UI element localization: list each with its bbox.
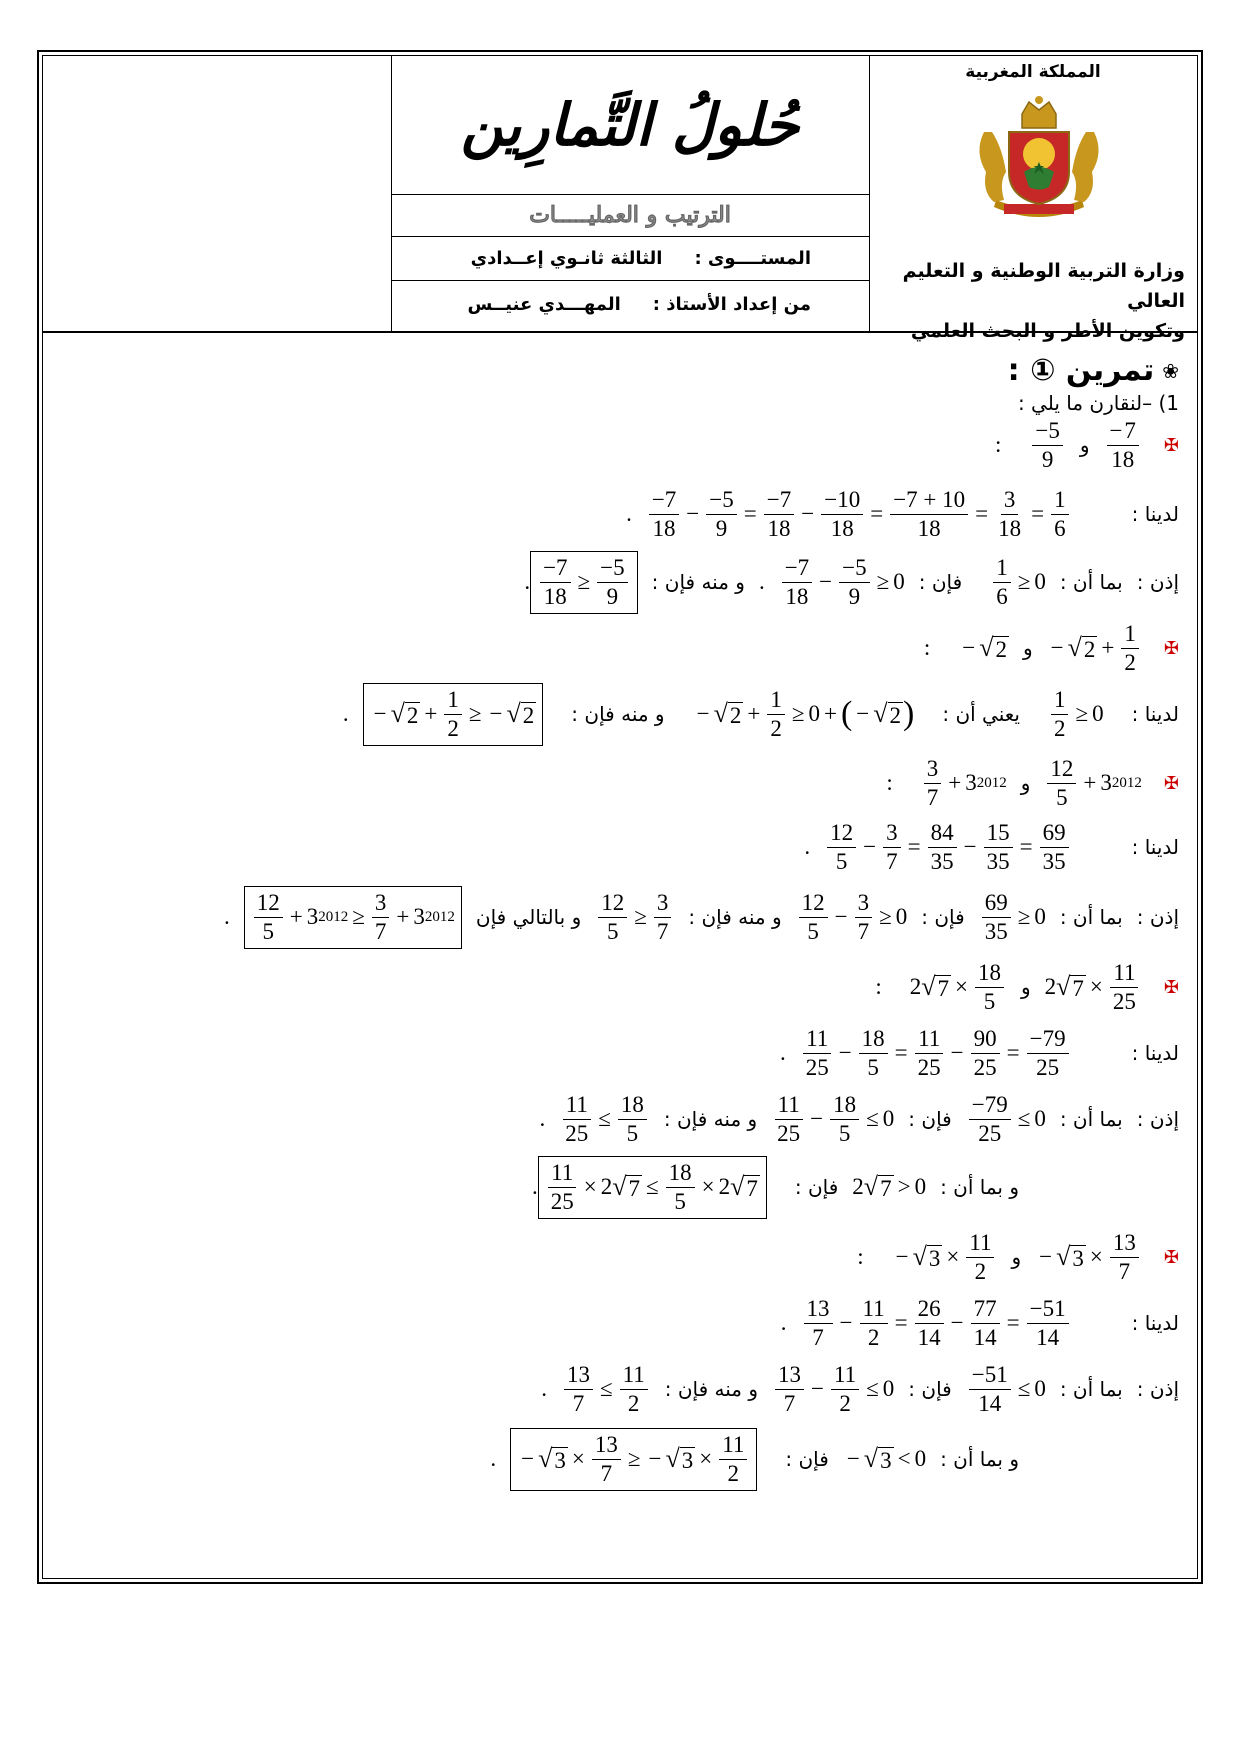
math-line: إذن : بما أن : $\frac{-51}{14}$ ≤ 0 فإن : $\frac{13}{7}$ − $\frac{11}{2}$ ≤ 0 و منه فإن : $\frac{13}{7}$ ≤ $\frac{11}{2}$ . <box>541 1361 1179 1416</box>
exercise-title: تمرين ① : <box>1007 353 1155 388</box>
word-and: و <box>1020 975 1031 999</box>
word-so: إذن : <box>1136 1107 1179 1131</box>
header <box>43 56 1197 342</box>
math-line: لدينا : $\frac{11}{25}$ − $\frac{18}{5}$ = $\frac{11}{25}$ − $\frac{90}{25}$ = $\frac{-79}{25}$ . <box>779 1025 1179 1080</box>
word-then: فإن : <box>918 570 963 594</box>
word-have: لدينا : <box>1131 835 1179 859</box>
word-have: لدينا : <box>1131 1041 1179 1065</box>
word-have: لدينا : <box>1131 702 1179 726</box>
word-then: فإن : <box>908 1107 952 1131</box>
result-box: $\frac{12}{5}$ + 3 2012 ≥ $\frac{3}{7}$ + 3 2012 <box>244 886 462 949</box>
kingdom-label: المملكة المغربية <box>965 62 1101 82</box>
word-so: إذن : <box>1136 1377 1179 1401</box>
star-icon: ✠ <box>1163 772 1179 794</box>
word-then: فإن : <box>794 1175 839 1199</box>
level-value: الثالثة ثانـوي إعــدادي <box>470 248 663 269</box>
word-so: إذن : <box>1136 570 1179 594</box>
word-and: و <box>1011 1245 1022 1269</box>
worksheet <box>37 50 1203 1584</box>
word-since: بما أن : <box>1059 905 1123 929</box>
word-since: بما أن : <box>1059 570 1123 594</box>
exercise-title-row <box>53 353 1179 388</box>
math-expr: $\frac{- 7}{18}$ <box>1104 417 1142 474</box>
comparison-item: ✠ 2 √ 7 × $\frac{11}{25}$ و 2 √ 7 × $\frac{18}{5}$ : <box>875 959 1179 1014</box>
author-value: المهـــدي عنيــس <box>467 293 621 315</box>
math-line: إذن : بما أن : $\frac{1}{6}$ ≥ 0 فإن : $\frac{-7}{18}$ − $\frac{-5}{9}$ ≥ 0 . و منه فإن : $\frac{-7}{18}$ ≥ $\frac{-5}{9}$ . <box>53 551 1179 613</box>
word-thus: و منه فإن : <box>663 1107 758 1131</box>
math-line: إذن : بما أن : $\frac{69}{35}$ ≥ 0 فإن : $\frac{12}{5}$ − $\frac{3}{7}$ ≥ 0 و منه فإن : $\frac{12}{5}$ ≥ $\frac{3}{7}$ و بالتالي فإن $\frac{12}{5}$ + 3 2012 ≥ $\frac{3}{7}$ + 3 2012 . <box>53 885 1179 949</box>
ministry-block <box>869 56 1197 342</box>
exercise-intro: 1) –لنقارن ما يلي : <box>1017 391 1179 415</box>
comparison-item: ✠ − √ 3 × $\frac{13}{7}$ و − √ 3 × $\frac{11}{2}$ : <box>857 1229 1179 1284</box>
word-and: و <box>1079 433 1090 457</box>
word-then: فإن : <box>785 1447 829 1471</box>
result-box: $\frac{11}{25}$ × 2 √ 7 ≤ $\frac{18}{5}$ × 2 √ 7 <box>538 1156 767 1219</box>
math-line: و بما أن : 2 √ 7 > 0 فإن : $\frac{11}{25}$ × 2 √ 7 ≤ $\frac{18}{5}$ × 2 √ 7 . <box>53 1155 1179 1219</box>
word-and-since: و بما أن : <box>940 1447 1019 1471</box>
flower-icon: ❀ <box>1162 358 1179 383</box>
star-icon: ✠ <box>1163 637 1179 659</box>
word-thus: و منه فإن : <box>664 1377 759 1401</box>
math-expr: $\frac{-5}{9}$ <box>1029 417 1065 474</box>
moroccan-emblem-icon <box>964 92 1114 227</box>
comparison-item: ✠ $\frac{12}{5}$ + 3 2012 و $\frac{3}{7}$ + 3 2012 : <box>886 755 1179 810</box>
word-so: إذن : <box>1136 905 1179 929</box>
word-consequently: و بالتالي فإن <box>475 905 582 929</box>
word-thus: و منه فإن : <box>571 702 665 726</box>
word-and: و <box>1020 771 1031 795</box>
word-and: و <box>1022 636 1033 660</box>
exercise-content <box>43 333 1197 1578</box>
result-box: $\frac{-7}{18}$ ≥ $\frac{-5}{9}$ <box>530 551 638 614</box>
math-line: لدينا : $\frac{13}{7}$ − $\frac{11}{2}$ = $\frac{26}{14}$ − $\frac{77}{14}$ = $\frac{-51}{14}$ . <box>780 1295 1179 1350</box>
word-have: لدينا : <box>1131 502 1179 526</box>
math-line: لدينا : $\frac{1}{2}$ ≥ 0 يعني أن : − √ 2 + $\frac{1}{2}$ ≥ 0 + ( − √ 2 ) و منه فإن : − √ 2 + $\frac{1}{2}$ ≥ − √ 2 . <box>53 683 1179 745</box>
math-line: لدينا : $\frac{-7}{18}$ − $\frac{-5}{9}$ = $\frac{-7}{18}$ − $\frac{-10}{18}$ = $\frac{-7 + 10}{18}$ = $\frac{3}{18}$ = $\frac{1}{6}$ . <box>626 486 1179 541</box>
doc-subject: الترتيب و العمليـــــات <box>391 194 869 237</box>
math-expr: $\frac{-7}{18}$ − $\frac{-5}{9}$ = $\frac{-7}{18}$ − $\frac{-10}{18}$ = $\frac{-7 + 10}{18}$ = $\frac{3}{18}$ = $\frac{1}{6}$ <box>646 486 1072 543</box>
word-thus: و منه فإن : <box>651 570 745 594</box>
result-box: − √ 3 × $\frac{13}{7}$ ≥ − √ 3 × $\frac{11}{2}$ <box>510 1428 757 1491</box>
comparison-item: ✠ − √ 2 + $\frac{1}{2}$ و − √ 2 : <box>923 620 1179 675</box>
doc-title: حُلولُ التَّمارِين <box>391 56 869 195</box>
word-then: فإن : <box>921 905 965 929</box>
word-means: يعني أن : <box>942 702 1020 726</box>
title-block <box>391 56 870 331</box>
word-since: بما أن : <box>1059 1377 1123 1401</box>
comparison-item: ✠ $\frac{- 7}{18}$ و $\frac{-5}{9}$ : <box>994 417 1179 472</box>
author-label: من إعداد الأستاذ : <box>652 293 811 315</box>
level-row <box>391 237 869 281</box>
word-have: لدينا : <box>1131 1311 1179 1335</box>
star-icon: ✠ <box>1163 434 1179 456</box>
result-box: − √ 2 + $\frac{1}{2}$ ≥ − √ 2 <box>363 683 544 746</box>
level-label: المستــــوى : <box>694 248 811 269</box>
math-line: و بما أن : − √ 3 < 0 فإن : − √ 3 × $\frac{13}{7}$ ≥ − √ 3 × $\frac{11}{2}$ . <box>53 1427 1179 1491</box>
math-line: لدينا : $\frac{12}{5}$ − $\frac{3}{7}$ = $\frac{84}{35}$ − $\frac{15}{35}$ = $\frac{69}{35}$ . <box>804 819 1179 874</box>
author-row <box>391 282 869 326</box>
ministry-name: وزارة التربية الوطنية و التعليم العالي وتكوين الأطر و البحث العلمي <box>902 260 1185 342</box>
star-icon: ✠ <box>1163 1246 1179 1268</box>
word-and-since: و بما أن : <box>940 1175 1019 1199</box>
word-since: بما أن : <box>1059 1107 1123 1131</box>
word-then: فإن : <box>908 1377 952 1401</box>
star-icon: ✠ <box>1163 976 1179 998</box>
math-line: إذن : بما أن : $\frac{-79}{25}$ ≤ 0 فإن : $\frac{11}{25}$ − $\frac{18}{5}$ ≤ 0 و منه فإن : $\frac{11}{25}$ ≤ $\frac{18}{5}$ . <box>539 1091 1179 1146</box>
blank-block <box>43 56 392 331</box>
word-thus: و منه فإن : <box>688 905 782 929</box>
